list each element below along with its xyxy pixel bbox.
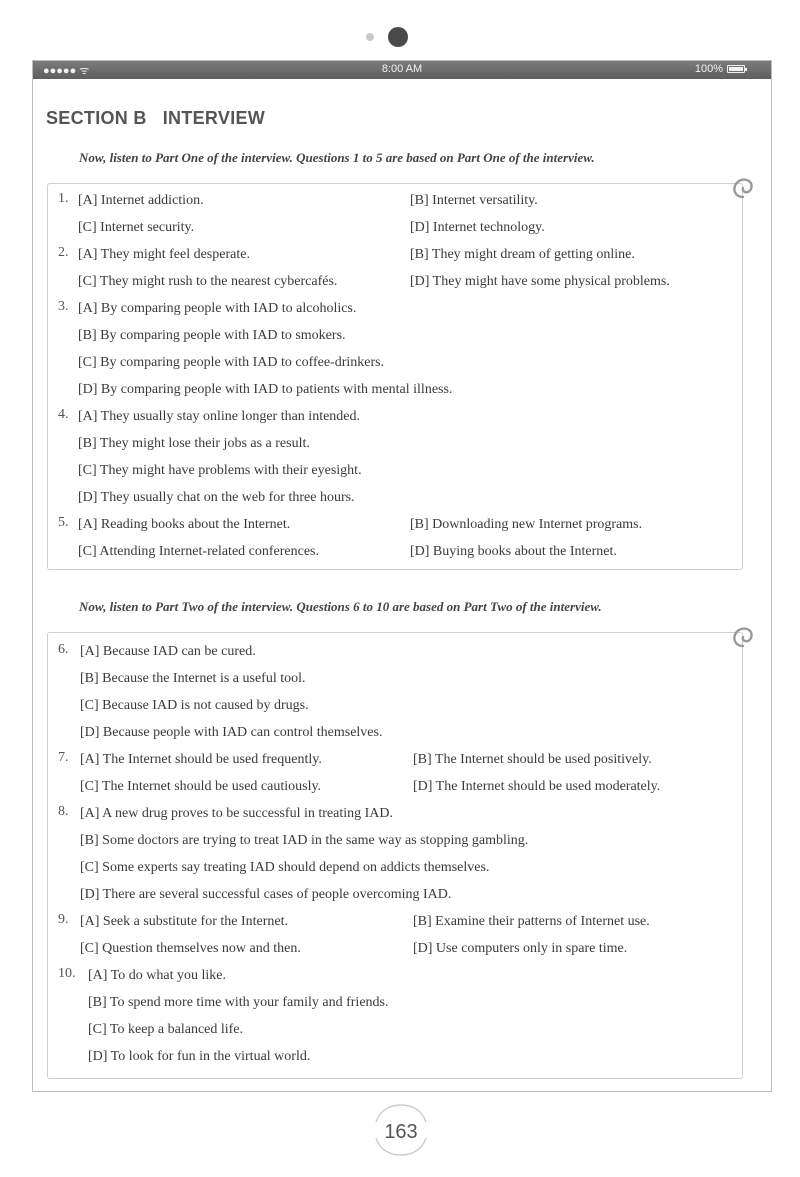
- q7-option-c[interactable]: [C] The Internet should be used cautiously.: [80, 779, 322, 794]
- q10-option-d[interactable]: [D] To look for fun in the virtual world.: [88, 1049, 311, 1064]
- q5-option-b[interactable]: [B] Downloading new Internet programs.: [410, 517, 643, 532]
- q1-option-d[interactable]: [D] Internet technology.: [410, 220, 545, 235]
- q6-option-a[interactable]: [A] Because IAD can be cured.: [80, 644, 256, 659]
- signal-wifi-icon: ●●●●● ᯤ: [43, 65, 90, 77]
- question-number-3: 3.: [58, 299, 69, 314]
- q9-option-b[interactable]: [B] Examine their patterns of Internet use.: [413, 914, 650, 929]
- q3-option-d[interactable]: [D] By comparing people with IAD to patients with mental illness.: [78, 382, 453, 397]
- part1-question-box[interactable]: [47, 183, 743, 570]
- q3-option-b[interactable]: [B] By comparing people with IAD to smokers.: [78, 328, 346, 343]
- q1-option-a[interactable]: [A] Internet addiction.: [78, 193, 204, 208]
- camera-indicator-dot: [366, 33, 374, 41]
- q5-option-c[interactable]: [C] Attending Internet-related conferences.: [78, 544, 320, 559]
- part2-question-box[interactable]: [47, 632, 743, 1079]
- q4-option-a[interactable]: [A] They usually stay online longer than intended.: [78, 409, 361, 424]
- q2-option-c[interactable]: [C] They might rush to the nearest cybercafés.: [78, 274, 338, 289]
- page-number: 163: [384, 1121, 418, 1143]
- question-number-5: 5.: [58, 515, 69, 530]
- question-number-9: 9.: [58, 912, 69, 927]
- q5-option-a[interactable]: [A] Reading books about the Internet.: [78, 517, 291, 532]
- battery-percent: 100%: [694, 63, 723, 75]
- q10-option-c[interactable]: [C] To keep a balanced life.: [88, 1022, 244, 1037]
- q4-option-b[interactable]: [B] They might lose their jobs as a result.: [78, 436, 310, 451]
- section-title: [46, 108, 265, 129]
- q10-option-a[interactable]: [A] To do what you like.: [88, 968, 226, 983]
- q9-option-d[interactable]: [D] Use computers only in spare time.: [413, 941, 628, 956]
- camera-lens: [388, 27, 408, 47]
- q7-option-b[interactable]: [B] The Internet should be used positively.: [413, 752, 652, 767]
- question-number-1: 1.: [58, 191, 69, 206]
- q1-option-c[interactable]: [C] Internet security.: [78, 220, 195, 235]
- question-number-8: 8.: [58, 804, 69, 819]
- q8-option-c[interactable]: [C] Some experts say treating IAD should depend on addicts themselves.: [80, 860, 490, 875]
- q8-option-a[interactable]: [A] A new drug proves to be successful in treating IAD.: [80, 806, 393, 821]
- q6-option-b[interactable]: [B] Because the Internet is a useful tool.: [80, 671, 306, 686]
- part1-instruction: Now, listen to Part One of the interview. Questions 1 to 5 are based on Part One of the interview.: [79, 150, 595, 165]
- swirl-icon: [730, 174, 756, 200]
- q5-option-d[interactable]: [D] Buying books about the Internet.: [410, 544, 617, 559]
- q8-option-b[interactable]: [B] Some doctors are trying to treat IAD in the same way as stopping gambling.: [80, 833, 529, 848]
- question-number-10: 10.: [58, 966, 76, 981]
- q9-option-c[interactable]: [C] Question themselves now and then.: [80, 941, 301, 956]
- q2-option-a[interactable]: [A] They might feel desperate.: [78, 247, 250, 262]
- q3-option-a[interactable]: [A] By comparing people with IAD to alcoholics.: [78, 301, 357, 316]
- part2-instruction: Now, listen to Part Two of the interview. Questions 6 to 10 are based on Part Two of the interview.: [79, 599, 602, 614]
- q10-option-b[interactable]: [B] To spend more time with your family and friends.: [88, 995, 389, 1010]
- status-bar: [33, 61, 771, 79]
- q3-option-c[interactable]: [C] By comparing people with IAD to coffee-drinkers.: [78, 355, 385, 370]
- q8-option-d[interactable]: [D] There are several successful cases of people overcoming IAD.: [80, 887, 452, 902]
- question-number-6: 6.: [58, 642, 69, 657]
- battery-icon: [727, 65, 745, 73]
- question-number-2: 2.: [58, 245, 69, 260]
- q7-option-a[interactable]: [A] The Internet should be used frequently.: [80, 752, 322, 767]
- q2-option-b[interactable]: [B] They might dream of getting online.: [410, 247, 635, 262]
- section-name: INTERVIEW: [162, 108, 266, 128]
- page-number-badge: [370, 1100, 432, 1160]
- q4-option-c[interactable]: [C] They might have problems with their eyesight.: [78, 463, 362, 478]
- question-number-4: 4.: [58, 407, 69, 422]
- q7-option-d[interactable]: [D] The Internet should be used moderately.: [413, 779, 661, 794]
- q6-option-d[interactable]: [D] Because people with IAD can control themselves.: [80, 725, 383, 740]
- q1-option-b[interactable]: [B] Internet versatility.: [410, 193, 538, 208]
- q4-option-d[interactable]: [D] They usually chat on the web for three hours.: [78, 490, 355, 505]
- question-number-7: 7.: [58, 750, 69, 765]
- q6-option-c[interactable]: [C] Because IAD is not caused by drugs.: [80, 698, 309, 713]
- section-label: SECTION B: [46, 108, 147, 128]
- status-time: 8:00 AM: [381, 63, 423, 75]
- swirl-icon: [730, 623, 756, 649]
- q2-option-d[interactable]: [D] They might have some physical problems.: [410, 274, 670, 289]
- tablet-screen: [32, 60, 772, 1092]
- q9-option-a[interactable]: [A] Seek a substitute for the Internet.: [80, 914, 288, 929]
